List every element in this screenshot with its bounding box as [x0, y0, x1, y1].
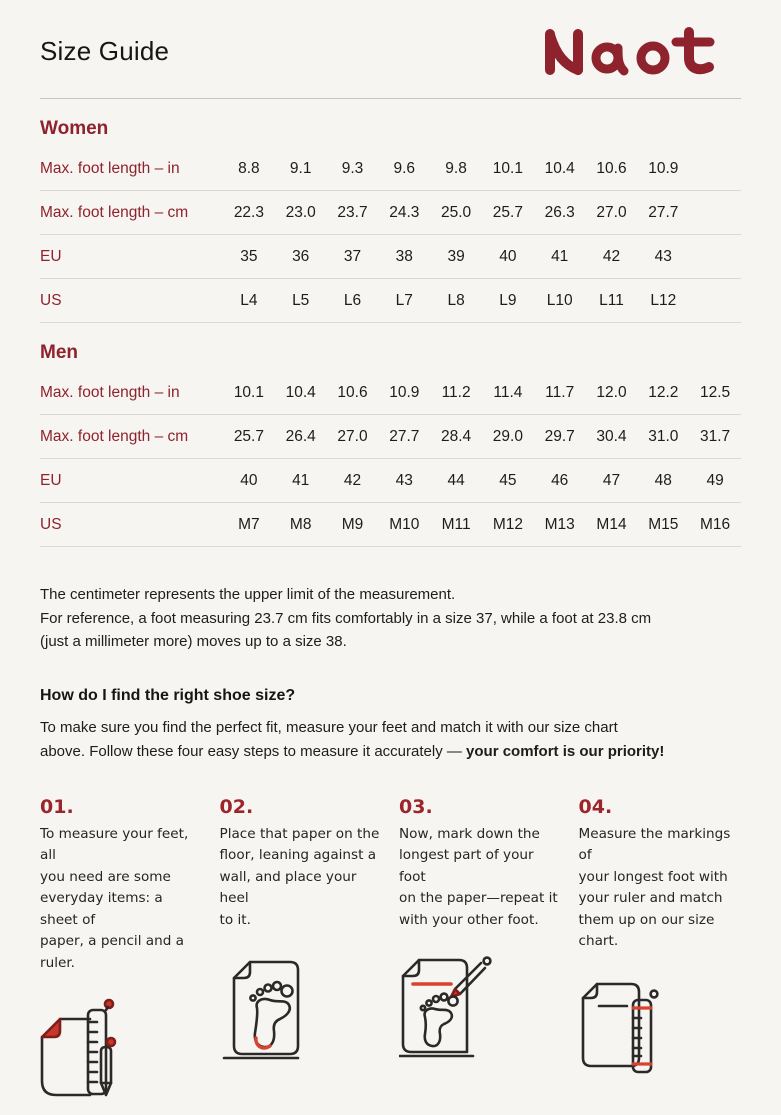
size-cell: 27.7 — [637, 204, 689, 222]
size-cell: 36 — [275, 248, 327, 266]
size-cell: 10.1 — [223, 384, 275, 402]
text-line: on the paper—repeat it — [399, 888, 562, 910]
size-cell: M15 — [637, 516, 689, 534]
size-cell: 10.6 — [586, 160, 638, 178]
page-header — [40, 0, 741, 72]
step-text — [399, 824, 562, 932]
size-cell: 23.7 — [327, 204, 379, 222]
size-cell: 10.1 — [482, 160, 534, 178]
step-01 — [40, 796, 203, 1115]
howto-intro-line1: To make sure you find the perfect fit, measure your feet and match it with our size chart — [40, 716, 741, 740]
text-line: your longest foot with — [579, 867, 742, 889]
text-line: you need are some — [40, 867, 203, 889]
text-line: The centimeter represents the upper limit of the measurement. — [40, 583, 741, 607]
text-line: longest part of your foot — [399, 845, 562, 888]
step-number: 02. — [220, 796, 383, 818]
size-cell: 29.7 — [534, 428, 586, 446]
size-cell: 29.0 — [482, 428, 534, 446]
size-cell: L11 — [586, 292, 638, 310]
text-line: (just a millimeter more) moves up to a size 38. — [40, 630, 741, 654]
howto-heading: How do I find the right shoe size? — [40, 687, 741, 705]
step-04 — [579, 796, 742, 1115]
step-03 — [399, 796, 562, 1115]
size-cell: M12 — [482, 516, 534, 534]
header-divider — [40, 98, 741, 99]
size-cell: M9 — [327, 516, 379, 534]
size-cell: 31.7 — [689, 428, 741, 446]
size-cell: 46 — [534, 472, 586, 490]
row-values — [223, 516, 741, 534]
row-label: Max. foot length – in — [40, 160, 223, 178]
size-cell: 35 — [223, 248, 275, 266]
size-cell: M8 — [275, 516, 327, 534]
size-cell: 42 — [586, 248, 638, 266]
size-cell: 25.7 — [223, 428, 275, 446]
size-cell: 39 — [430, 248, 482, 266]
row-label: Max. foot length – cm — [40, 428, 223, 446]
row-label: US — [40, 292, 223, 310]
step-text — [40, 824, 203, 975]
size-cell: 37 — [327, 248, 379, 266]
table-row — [40, 371, 741, 415]
size-cell: M11 — [430, 516, 482, 534]
text-line: them up on our size chart. — [579, 910, 742, 953]
step-number: 04. — [579, 796, 742, 818]
size-cell: 10.4 — [534, 160, 586, 178]
table-row — [40, 459, 741, 503]
row-values — [223, 204, 741, 222]
paper-ruler-measure-icon — [579, 976, 742, 1094]
size-cell: L12 — [637, 292, 689, 310]
row-label: US — [40, 516, 223, 534]
size-cell: L7 — [378, 292, 430, 310]
section-title-women: Women — [40, 118, 741, 140]
size-cell: 9.6 — [378, 160, 430, 178]
text-line: everyday items: a sheet of — [40, 888, 203, 931]
row-label: EU — [40, 248, 223, 266]
measurement-note — [40, 583, 741, 654]
row-label: Max. foot length – cm — [40, 204, 223, 222]
size-cell: 10.9 — [637, 160, 689, 178]
size-cell: 27.7 — [378, 428, 430, 446]
paper-footprint-heel-icon — [220, 954, 383, 1072]
step-number: 03. — [399, 796, 562, 818]
text-line: For reference, a foot measuring 23.7 cm fits comfortably in a size 37, while a foot at 23.8 cm — [40, 607, 741, 631]
size-cell: L5 — [275, 292, 327, 310]
size-cell: 47 — [586, 472, 638, 490]
text-line: Place that paper on the — [220, 824, 383, 846]
size-cell: 48 — [637, 472, 689, 490]
text-line: Measure the markings of — [579, 824, 742, 867]
row-label: EU — [40, 472, 223, 490]
size-cell: 42 — [327, 472, 379, 490]
size-cell: 10.6 — [327, 384, 379, 402]
size-cell: 8.8 — [223, 160, 275, 178]
paper-ruler-pencil-icon — [40, 997, 203, 1115]
size-cell: L10 — [534, 292, 586, 310]
table-row — [40, 415, 741, 459]
text-line: with your other foot. — [399, 910, 562, 932]
text-line: paper, a pencil and a ruler. — [40, 931, 203, 974]
text-line: wall, and place your heel — [220, 867, 383, 910]
size-cell: 30.4 — [586, 428, 638, 446]
text-line: to it. — [220, 910, 383, 932]
size-cell: L6 — [327, 292, 379, 310]
size-cell: L9 — [482, 292, 534, 310]
size-cell: M10 — [378, 516, 430, 534]
table-row — [40, 235, 741, 279]
row-values — [223, 428, 741, 446]
size-cell: 25.0 — [430, 204, 482, 222]
size-cell: 25.7 — [482, 204, 534, 222]
men-size-table — [40, 371, 741, 547]
size-cell: 12.5 — [689, 384, 741, 402]
section-title-men: Men — [40, 342, 741, 364]
row-values — [223, 292, 741, 310]
row-values — [223, 472, 741, 490]
table-row — [40, 191, 741, 235]
measuring-steps — [40, 796, 741, 1115]
size-cell: 27.0 — [327, 428, 379, 446]
paper-footprint-pencil-icon — [399, 954, 562, 1072]
size-cell: 24.3 — [378, 204, 430, 222]
size-cell: 49 — [689, 472, 741, 490]
size-cell: M13 — [534, 516, 586, 534]
step-text — [579, 824, 742, 953]
size-cell: 44 — [430, 472, 482, 490]
size-cell: 43 — [378, 472, 430, 490]
text-line: your ruler and match — [579, 888, 742, 910]
size-cell: M14 — [586, 516, 638, 534]
step-number: 01. — [40, 796, 203, 818]
size-cell: 9.3 — [327, 160, 379, 178]
size-cell: L8 — [430, 292, 482, 310]
row-values — [223, 384, 741, 402]
size-cell: 12.0 — [586, 384, 638, 402]
row-values — [223, 248, 741, 266]
text-line: To measure your feet, all — [40, 824, 203, 867]
row-label: Max. foot length – in — [40, 384, 223, 402]
size-cell: 26.3 — [534, 204, 586, 222]
size-cell: 26.4 — [275, 428, 327, 446]
size-cell: 9.8 — [430, 160, 482, 178]
women-size-table — [40, 147, 741, 323]
size-cell: M16 — [689, 516, 741, 534]
text-line: Now, mark down the — [399, 824, 562, 846]
size-cell: 28.4 — [430, 428, 482, 446]
step-text — [220, 824, 383, 932]
size-cell: 11.4 — [482, 384, 534, 402]
size-cell: L4 — [223, 292, 275, 310]
howto-intro-line2: above. Follow these four easy steps to measure it accurately — your comfort is our priority! — [40, 740, 741, 764]
size-cell: 12.2 — [637, 384, 689, 402]
size-cell: 43 — [637, 248, 689, 266]
text-line: floor, leaning against a — [220, 845, 383, 867]
howto-intro — [40, 716, 741, 764]
size-cell: 40 — [482, 248, 534, 266]
size-cell: 9.1 — [275, 160, 327, 178]
size-cell: 11.2 — [430, 384, 482, 402]
naot-logo-icon — [541, 25, 741, 77]
size-cell: M7 — [223, 516, 275, 534]
size-cell: 31.0 — [637, 428, 689, 446]
size-cell: 23.0 — [275, 204, 327, 222]
size-cell: 22.3 — [223, 204, 275, 222]
size-cell: 11.7 — [534, 384, 586, 402]
row-values — [223, 160, 741, 178]
step-02 — [220, 796, 383, 1115]
size-cell: 27.0 — [586, 204, 638, 222]
size-cell: 41 — [534, 248, 586, 266]
table-row — [40, 147, 741, 191]
comfort-priority-text: your comfort is our priority! — [466, 743, 664, 760]
size-cell: 38 — [378, 248, 430, 266]
table-row — [40, 279, 741, 323]
size-cell: 40 — [223, 472, 275, 490]
size-cell: 10.9 — [378, 384, 430, 402]
size-cell: 41 — [275, 472, 327, 490]
table-row — [40, 503, 741, 547]
size-cell: 10.4 — [275, 384, 327, 402]
size-cell: 45 — [482, 472, 534, 490]
page-title: Size Guide — [40, 36, 169, 67]
